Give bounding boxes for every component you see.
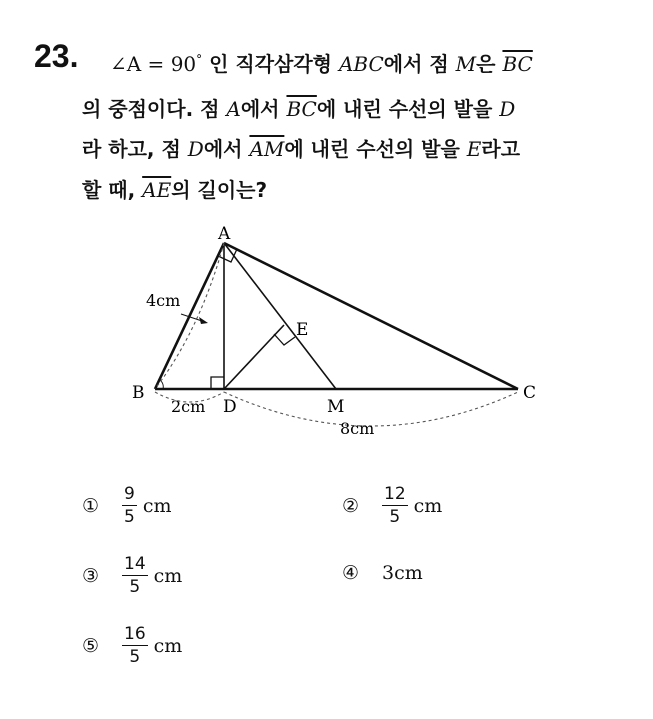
side-ab	[155, 243, 224, 389]
right-angle-e	[274, 334, 295, 345]
fraction	[382, 484, 408, 527]
equals-sign: =	[141, 52, 171, 76]
unit: cm	[153, 634, 183, 657]
text: 인 직각삼각형	[202, 52, 339, 76]
question-number: 23.	[34, 38, 79, 74]
segment-ae: $\overline{AE}$	[142, 178, 172, 202]
text: 라고	[481, 137, 521, 161]
choice-marker: ③	[82, 564, 100, 587]
text: 할 때,	[82, 178, 143, 202]
text: 은	[476, 52, 503, 76]
label-a: A	[218, 224, 231, 244]
segment-bc: $\overline{BC}$	[502, 52, 533, 76]
label-m: M	[327, 397, 345, 417]
text: 에서 점	[383, 52, 456, 76]
length-ab: 4cm	[146, 291, 181, 310]
fraction	[122, 624, 148, 667]
value: 3	[382, 562, 395, 584]
median-am	[224, 243, 336, 389]
unit: cm	[142, 494, 172, 517]
point-d: D	[499, 97, 516, 121]
point-d: D	[187, 137, 204, 161]
text: 에 내린 수선의 발을	[316, 97, 500, 121]
segment-am: $\overline{AM}$	[249, 137, 285, 161]
choice-marker: ②	[342, 494, 360, 517]
unit: cm	[413, 494, 443, 517]
choice-marker: ⑤	[82, 634, 100, 657]
denominator: 5	[129, 577, 141, 597]
denominator: 5	[389, 507, 401, 527]
text: 의 중점이다. 점	[82, 97, 227, 121]
label-b: B	[132, 383, 145, 403]
length-bc: 8cm	[340, 419, 375, 438]
text: 의 길이는?	[171, 178, 268, 202]
choice-2[interactable]	[342, 484, 442, 527]
point-m: M	[455, 52, 477, 76]
choice-1[interactable]	[82, 484, 172, 527]
degree-symbol: °	[196, 52, 203, 67]
label-d: D	[223, 397, 237, 417]
choice-5[interactable]	[82, 624, 182, 667]
choice-4[interactable]	[342, 562, 423, 584]
angle-symbol: ∠A	[110, 52, 142, 76]
triangle-abc: ABC	[338, 52, 384, 76]
label-c: C	[523, 383, 537, 403]
angle-value: 90	[170, 52, 197, 76]
text: 에서	[240, 97, 287, 121]
numerator: 12	[384, 484, 406, 504]
length-bd: 2cm	[171, 397, 206, 416]
unit: cm	[153, 564, 183, 587]
point-e: E	[466, 137, 482, 161]
side-ac	[224, 243, 518, 389]
text: 에 내린 수선의 발을	[284, 137, 467, 161]
choice-3[interactable]	[82, 554, 182, 597]
arrow-head-icon	[199, 317, 208, 324]
segment-bc: $\overline{BC}$	[286, 97, 317, 121]
choice-marker: ①	[82, 494, 100, 517]
fraction	[122, 484, 137, 527]
fraction	[122, 554, 148, 597]
right-angle-d	[211, 377, 224, 389]
numerator: 16	[124, 624, 146, 644]
label-e: E	[296, 320, 309, 340]
point-a: A	[226, 97, 241, 121]
denominator: 5	[124, 507, 135, 527]
text: 에서	[203, 137, 250, 161]
denominator: 5	[129, 647, 141, 667]
numerator: 14	[124, 554, 146, 574]
unit: cm	[394, 562, 423, 584]
choice-marker: ④	[342, 562, 360, 584]
text: 라 하고, 점	[82, 137, 188, 161]
numerator: 9	[124, 484, 135, 504]
